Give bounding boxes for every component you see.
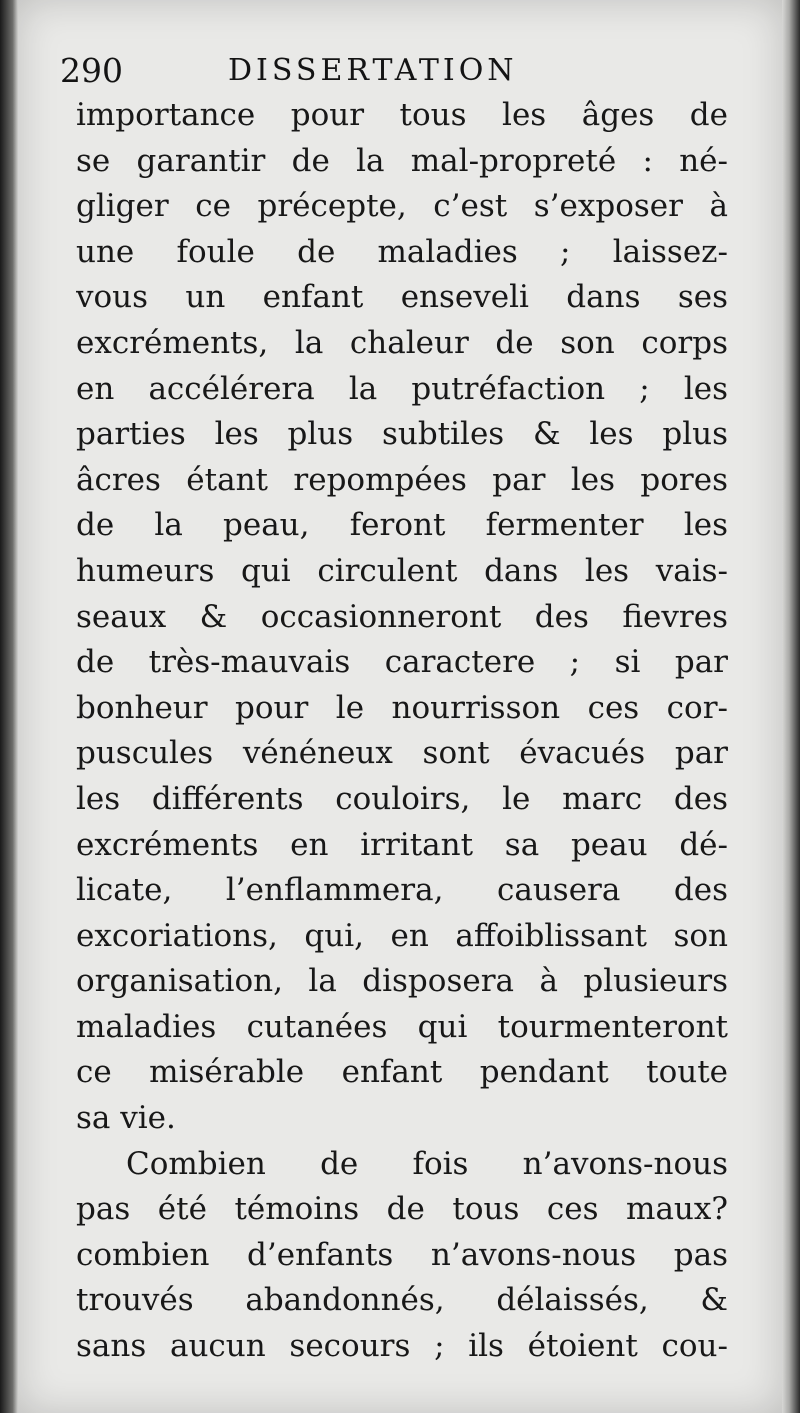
body-text <box>76 93 728 1370</box>
text-line: importance pour tous les âges de <box>76 97 728 133</box>
text-line: gliger ce précepte, c’est s’exposer à <box>76 188 728 225</box>
running-head: DISSERTATION <box>228 53 518 88</box>
book-page-edge <box>782 0 800 1413</box>
text-line: excréments, la chaleur de son corps <box>76 324 728 361</box>
text-line: parties les plus subtiles & les plus <box>76 416 728 453</box>
text-line: maladies cutanées qui tourmenteront <box>76 1008 728 1045</box>
text-line: de très-mauvais caractere ; si par <box>76 644 728 681</box>
book-gutter-edge <box>0 0 18 1413</box>
text-line: sa vie. <box>76 1100 176 1137</box>
text-line: une foule de maladies ; laissez- <box>76 233 728 270</box>
text-line: âcres étant repompées par les pores <box>76 461 728 498</box>
text-line: organisation, la disposera à plusieurs <box>76 963 728 1000</box>
text-line: excoriations, qui, en affoiblissant son <box>76 917 728 954</box>
text-line: sans aucun secours ; ils étoient cou- <box>76 1328 728 1365</box>
text-line: pas été témoins de tous ces maux? <box>76 1191 728 1228</box>
text-line: ce misérable enfant pendant toute <box>76 1054 728 1091</box>
text-line: en accélérera la putréfaction ; les <box>76 370 728 407</box>
text-line: excréments en irritant sa peau dé- <box>76 826 728 863</box>
page-header <box>60 48 740 94</box>
text-line: les différents couloirs, le marc des <box>76 780 728 817</box>
text-line: licate, l’enflammera, causera des <box>76 872 728 909</box>
text-line: bonheur pour le nourrisson ces cor- <box>76 689 728 726</box>
text-line: seaux & occasionneront des fievres <box>76 598 728 635</box>
text-line: trouvés abandonnés, délaissés, & <box>76 1282 728 1319</box>
text-line: combien d’enfants n’avons-nous pas <box>76 1236 728 1273</box>
text-line: se garantir de la mal-propreté : né- <box>76 142 728 179</box>
text-line: puscules vénéneux sont évacués par <box>76 735 728 772</box>
text-line: de la peau, feront fermenter les <box>76 507 728 544</box>
page-number: 290 <box>60 51 123 90</box>
paragraph-start-line: Combien de fois n’avons-nous <box>126 1145 728 1182</box>
text-line: humeurs qui circulent dans les vais- <box>76 552 728 589</box>
text-line: vous un enfant enseveli dans ses <box>76 279 728 316</box>
